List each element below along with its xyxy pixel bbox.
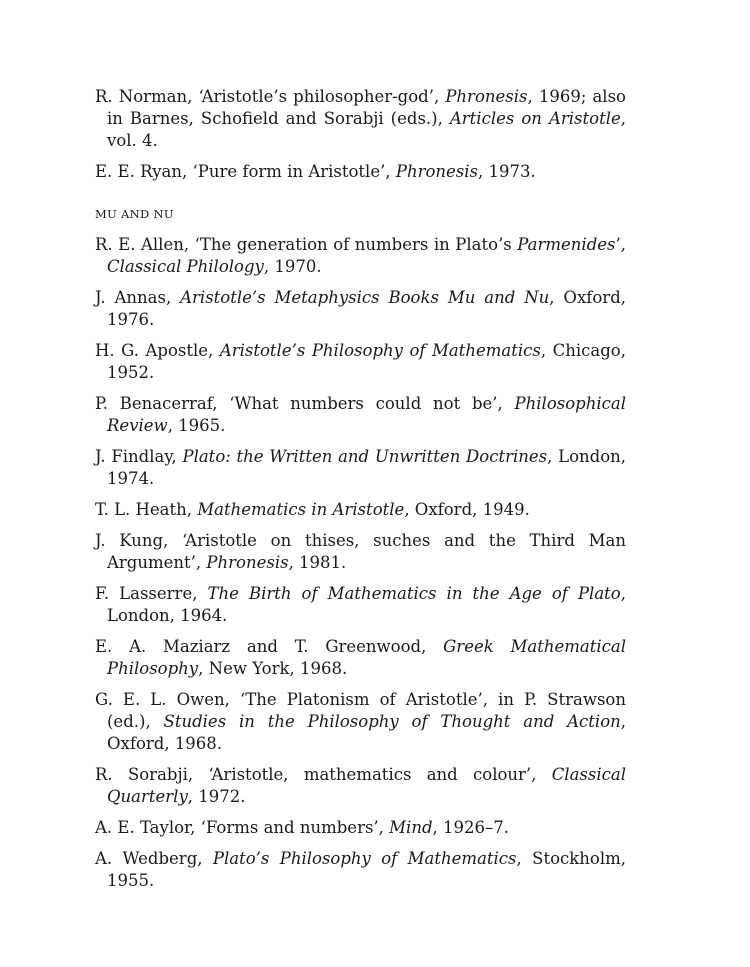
bibliography-entry <box>95 234 626 278</box>
entry-text: , 1973. <box>478 162 536 181</box>
entry-text: , Chicago, 1952. <box>107 341 626 382</box>
work-title: Plato’s Philosophy of Mathematics <box>212 849 517 868</box>
entry-text: G. E. L. Owen, ‘The Platonism of Aristotle’, in P. Strawson (ed.), <box>95 690 626 731</box>
entry-text: , Oxford, 1968. <box>107 712 627 753</box>
work-title: Articles on Aristotle <box>449 109 621 128</box>
entry-text: , 1981. <box>288 553 347 572</box>
work-title: Philosophical Review <box>107 394 626 435</box>
entry-text: , Stockholm, 1955. <box>107 849 626 890</box>
work-title: The Birth of Mathematics in the Age of Plato <box>207 584 621 603</box>
entry-text: A. E. Taylor, ‘Forms and numbers’, <box>95 818 390 837</box>
work-title: Plato: the Written and Unwritten Doctrines <box>182 447 548 466</box>
entry-text: , London, 1964. <box>107 584 626 625</box>
entry-text: F. Lasserre, <box>95 584 208 603</box>
entry-text: J. Kung, ‘Aristotle on thises, suches and the Third Man Argument’, <box>95 531 626 572</box>
entry-text: , 1965. <box>167 416 226 435</box>
entry-text: J. Annas, <box>95 288 181 307</box>
section-heading: MU AND NU <box>95 207 174 221</box>
work-title: Phronesis <box>445 87 528 106</box>
entry-text: , Oxford, 1949. <box>404 500 530 519</box>
work-title: Mind <box>389 818 433 837</box>
entry-text: R. Norman, ‘Aristotle’s philosopher-god’, <box>95 87 446 106</box>
bibliography-entry <box>95 393 626 437</box>
bibliography-entry <box>95 86 626 152</box>
bibliography-entry <box>95 161 626 183</box>
entry-text: , 1926–7. <box>432 818 510 837</box>
entry-text: , London, 1974. <box>107 447 626 488</box>
entry-text: , 1969; also in Barnes, Schofield and Sorabji (eds.), <box>107 87 626 128</box>
entry-text: , 1970. <box>263 257 322 276</box>
work-title: Phronesis <box>395 162 478 181</box>
bibliography-entry <box>95 446 626 490</box>
bibliography-entry <box>95 848 626 892</box>
bibliography-entry <box>95 817 626 839</box>
bibliography-entry <box>95 583 626 627</box>
bibliography-entry <box>95 636 626 680</box>
entry-text: E. A. Maziarz and T. Greenwood, <box>95 637 444 656</box>
work-title: Phronesis <box>206 553 289 572</box>
work-title: Aristotle’s Metaphysics Books Mu and Nu <box>180 288 550 307</box>
bibliography-page <box>95 86 626 901</box>
entry-text: A. Wedberg, <box>95 849 213 868</box>
entry-text: E. E. Ryan, ‘Pure form in Aristotle’, <box>95 162 396 181</box>
work-title: Studies in the Philosophy of Thought and Action <box>163 712 621 731</box>
work-title: Greek Mathematical Philosophy <box>107 637 626 678</box>
entry-text: , New York, 1968. <box>198 659 348 678</box>
work-title: Parmenides <box>517 235 616 254</box>
entry-text: , 1972. <box>187 787 246 806</box>
bibliography-section <box>95 207 626 892</box>
bibliography-section <box>95 86 626 183</box>
entry-text: T. L. Heath, <box>95 500 198 519</box>
bibliography-entry <box>95 287 626 331</box>
entry-text: , vol. 4. <box>107 109 626 150</box>
bibliography-entry <box>95 530 626 574</box>
work-title: Classical Philology <box>107 257 264 276</box>
work-title: Mathematics in Aristotle <box>197 500 405 519</box>
entry-text: ’, <box>615 235 626 254</box>
work-title: Aristotle’s Philosophy of Mathematics <box>219 341 541 360</box>
bibliography-entry <box>95 689 626 755</box>
entry-text: , Oxford, 1976. <box>107 288 626 329</box>
bibliography-entry <box>95 340 626 384</box>
entry-text: R. E. Allen, ‘The generation of numbers in Plato’s <box>95 235 518 254</box>
bibliography-entry <box>95 764 626 808</box>
entry-text: H. G. Apostle, <box>95 341 220 360</box>
entry-text: P. Benacerraf, ‘What numbers could not be’, <box>95 394 515 413</box>
bibliography-entry <box>95 499 626 521</box>
entry-text: R. Sorabji, ‘Aristotle, mathematics and colour’, <box>95 765 552 784</box>
work-title: Classical Quarterly <box>107 765 626 806</box>
entry-text: J. Findlay, <box>95 447 183 466</box>
